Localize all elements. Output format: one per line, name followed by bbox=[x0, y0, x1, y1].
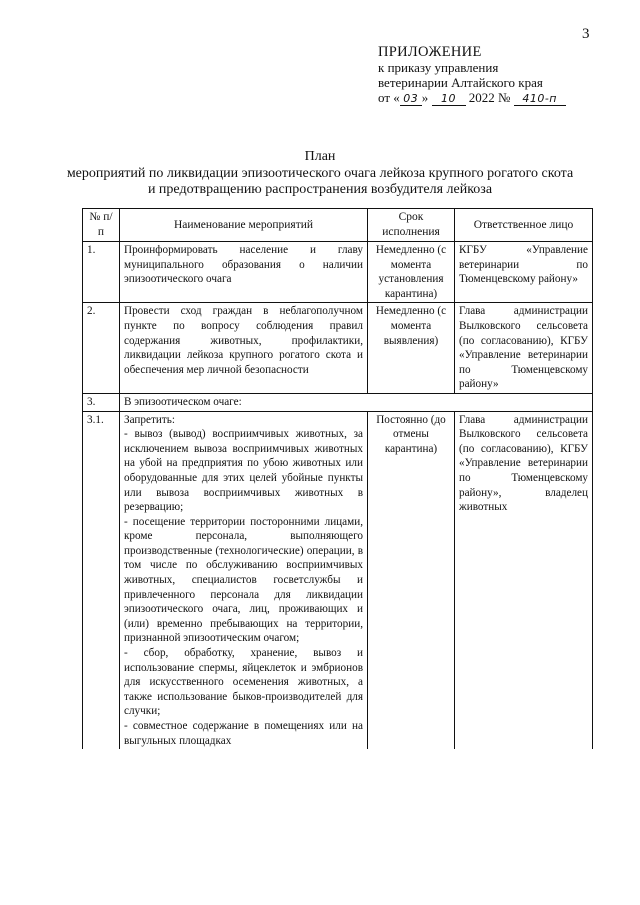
row-text: Провести сход граждан в неблагополучном пункте по вопросу соблюдения правил содержания животных, профилактики, ликвидации лейкоза крупного рогатого скота и обеспечения мер личной безопасности bbox=[120, 303, 368, 394]
prohibit-item: - сбор, обработку, хранение, вывоз и использование спермы, яйцеклеток и эмбрионов для искусственного осеменения животных, а также использование быков-производителей для случки; bbox=[124, 647, 363, 718]
row-text bbox=[120, 411, 368, 749]
row-term: Немедленно (с момента установления карантина) bbox=[368, 242, 455, 303]
date-month: 10 bbox=[432, 93, 466, 106]
appendix-line-department: ветеринарии Алтайского края bbox=[378, 75, 543, 90]
prohibit-item: - вывоз (вывод) восприимчивых животных, за исключением вывоза восприимчивых животных на убой на предприятия по убою животных или оборудованные для этих целей убойные пункты или вывоза восприимчивых животных в резервацию; bbox=[124, 428, 363, 514]
appendix-date-line bbox=[378, 90, 566, 106]
appendix-block bbox=[378, 45, 566, 106]
row-responsible: Глава администрации Вылковского сельсовета (по согласованию), КГБУ «Управление ветеринарии по Тюменцевскому району» bbox=[455, 303, 593, 394]
table-row bbox=[83, 393, 593, 411]
row-num: 3.1. bbox=[83, 411, 120, 749]
table-row bbox=[83, 303, 593, 394]
appendix-line-order: к приказу управления bbox=[378, 60, 499, 75]
appendix-heading: ПРИЛОЖЕНИЕ bbox=[378, 44, 482, 60]
measures-table bbox=[82, 208, 593, 749]
plan-subtitle-2: и предотвращению распространения возбудителя лейкоза bbox=[147, 182, 493, 197]
row-num: 2. bbox=[83, 303, 120, 394]
header-name: Наименование мероприятий bbox=[120, 209, 368, 242]
row-responsible: Глава администрации Вылковского сельсовета (по согласованию), КГБУ «Управление ветеринарии по Тюменцевскому району», владелец животных bbox=[455, 411, 593, 749]
header-responsible: Ответственное лицо bbox=[455, 209, 593, 242]
plan-subtitle-1: мероприятий по ликвидации эпизоотического очага лейкоза крупного рогатого скота bbox=[66, 166, 574, 181]
row-term: Немедленно (с момента выявления) bbox=[368, 303, 455, 394]
table-row bbox=[83, 242, 593, 303]
order-number: 410-п bbox=[514, 93, 566, 106]
row-section-title: В эпизоотическом очаге: bbox=[120, 393, 593, 411]
row-num: 1. bbox=[83, 242, 120, 303]
table-row bbox=[83, 411, 593, 749]
row-num: 3. bbox=[83, 393, 120, 411]
date-year: 2022 № bbox=[468, 90, 511, 105]
date-prefix: от « bbox=[378, 90, 400, 105]
prohibit-heading: Запретить: bbox=[124, 413, 175, 426]
row-responsible: КГБУ «Управление ветеринарии по Тюменцевскому району» bbox=[455, 242, 593, 303]
prohibit-item: - совместное содержание в помещениях или на выгульных площадках bbox=[124, 720, 363, 747]
header-term: Срок исполнения bbox=[368, 209, 455, 242]
date-mid: » bbox=[421, 90, 429, 105]
page-number: 3 bbox=[582, 26, 590, 42]
row-term: Постоянно (до отмены карантина) bbox=[368, 411, 455, 749]
row-text: Проинформировать население и главу муниципального образования о наличии эпизоотического очага bbox=[120, 242, 368, 303]
date-day: 03 bbox=[400, 93, 422, 106]
prohibit-item: - посещение территории посторонними лицами, кроме персонала, выполняющего производственные (технологические) операции, в том числе по обслуживанию восприимчивых животных, специалистов госветслужбы и привлеченного персонала для ликвидации эпизоотического очага, лиц, проживающих и (или) временно пребывающих на территории, признанной эпизоотическим очагом; bbox=[124, 515, 363, 645]
header-num: № п/п bbox=[83, 209, 120, 242]
plan-title: План bbox=[304, 149, 336, 164]
table-header-row bbox=[83, 209, 593, 242]
